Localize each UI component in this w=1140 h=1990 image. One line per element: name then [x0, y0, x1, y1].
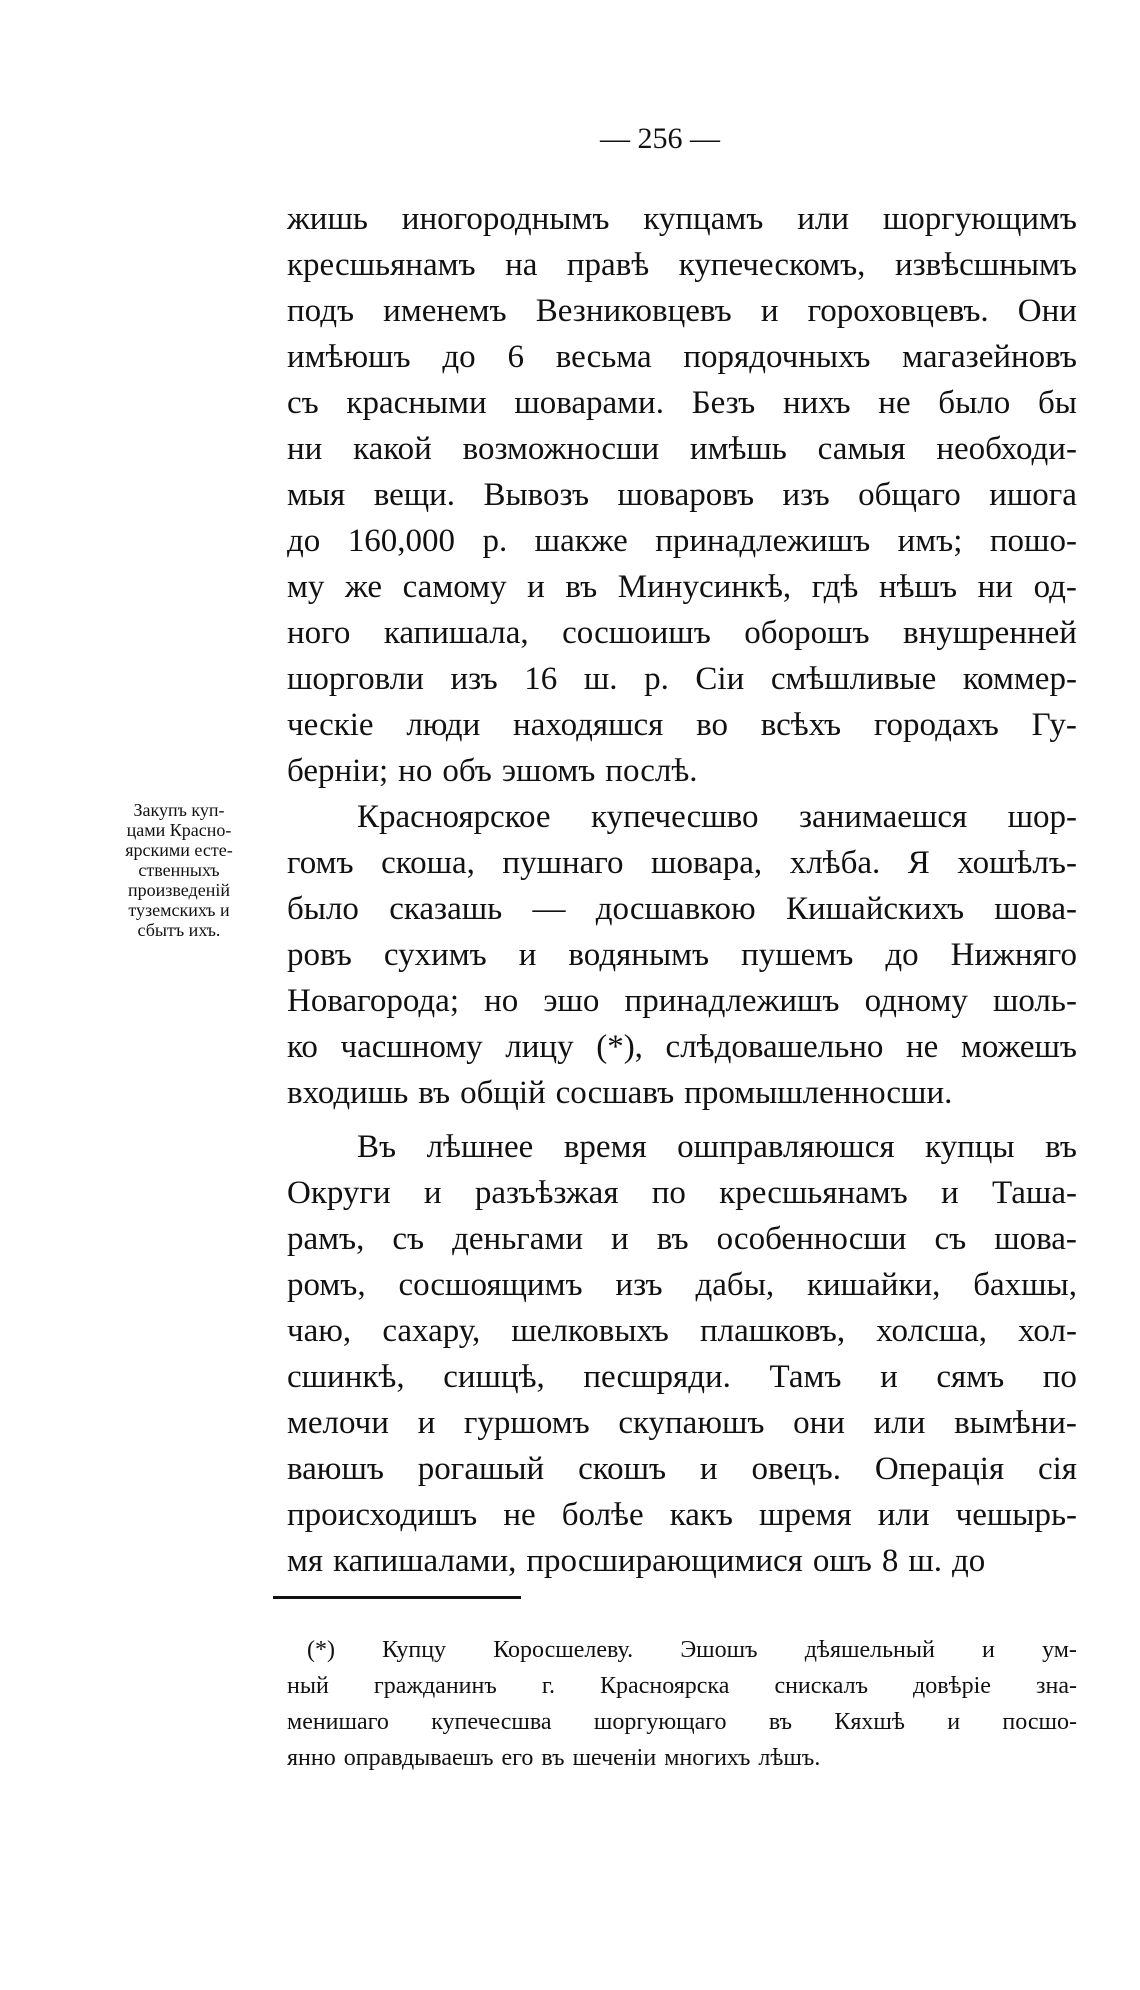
footnote-rule	[273, 1596, 521, 1599]
margin-note	[80, 800, 278, 940]
text-line: ровъ сухимъ и водянымъ пушемъ до Нижняго	[287, 937, 1077, 973]
margin-note-line: ярскими есте-	[125, 840, 233, 860]
margin-note-line: туземскихъ и	[128, 900, 230, 920]
text-line: до 160,000 р. шакже принадлежишъ имъ; пошо-	[287, 523, 1077, 559]
text-line: ромъ, сосшоящимъ изъ дабы, кишайки, бахшы,	[287, 1267, 1077, 1303]
text-line: сшинкѣ, сишцѣ, песшряди. Тамъ и сямъ по	[287, 1359, 1077, 1395]
page-number: — 256 —	[600, 122, 720, 155]
text-line: чаю, сахару, шелковыхъ плашковъ, холсша, хол-	[287, 1313, 1077, 1349]
main-text	[287, 196, 1077, 1584]
text-line: Въ лѣшнее время ошправляюшся купцы въ	[357, 1129, 1077, 1165]
text-line: ни какой возможносши имѣшь самыя необходи-	[287, 431, 1077, 467]
footnote-line: (*) Купцу Коросшелеву. Эшошъ дѣяшельный и ум-	[307, 1637, 1077, 1663]
margin-note-line: ственныхъ	[138, 860, 220, 880]
text-line: жишь иногороднымъ купцамъ или шоргующимъ	[287, 201, 1077, 237]
text-line: мелочи и гуршомъ скупаюшъ они или вымѣни-	[287, 1405, 1077, 1441]
text-line: имѣюшъ до 6 весьма порядочныхъ магазейновъ	[287, 339, 1077, 375]
text-line: ческіе люди находяшся во всѣхъ городахъ Гу-	[287, 707, 1077, 743]
text-line: Округи и разъѣзжая по кресшьянамъ и Таша-	[287, 1175, 1077, 1211]
text-line: было сказашь — досшавкою Кишайскихъ шова-	[287, 891, 1077, 927]
text-line: происходишъ не болѣе какъ шремя или чешырь-	[287, 1497, 1077, 1533]
text-line: входишь въ общій сосшавъ промышленносши.	[287, 1075, 953, 1111]
text-line: гомъ скоша, пушнаго шовара, хлѣба. Я хошѣлъ-	[287, 845, 1077, 881]
margin-note-line: Закупъ куп-	[133, 800, 225, 820]
footnote	[287, 1632, 1077, 1776]
text-line: Новагорода; но эшо принадлежишъ одному шоль-	[287, 983, 1077, 1019]
text-line: ваюшъ рогашый скошъ и овецъ. Операція сія	[287, 1451, 1077, 1487]
text-line: ко часшному лицу (*), слѣдовашельно не можешъ	[287, 1029, 1077, 1065]
footnote-line: ный гражданинъ г. Красноярска снискалъ довѣріе зна-	[287, 1673, 1077, 1699]
text-line: рамъ, съ деньгами и въ особенносши съ шова-	[287, 1221, 1077, 1257]
margin-note-line: сбытъ ихъ.	[137, 920, 221, 940]
footnote-line: янно оправдываешъ его въ шеченіи многихъ лѣшъ.	[287, 1745, 821, 1771]
text-line: шорговли изъ 16 ш. р. Сіи смѣшливые коммер-	[287, 661, 1077, 697]
text-line: кресшьянамъ на правѣ купеческомъ, извѣсшнымъ	[287, 247, 1077, 283]
footnote-line: менишаго купечесшва шоргующаго въ Кяхшѣ и посшо-	[287, 1709, 1077, 1735]
text-line: подъ именемъ Везниковцевъ и гороховцевъ. Они	[287, 293, 1077, 329]
text-line: мя капишалами, просширающимися ошъ 8 ш. до	[287, 1543, 986, 1579]
text-line: берніи; но объ эшомъ послѣ.	[287, 753, 698, 789]
text-line: му же самому и въ Минусинкѣ, гдѣ нѣшъ ни од-	[287, 569, 1077, 605]
text-line: съ красными шоварами. Безъ нихъ не было бы	[287, 385, 1077, 421]
margin-note-line: цами Красно-	[126, 820, 232, 840]
text-line: мыя вещи. Вывозъ шоваровъ изъ общаго ишога	[287, 477, 1077, 513]
text-line: ного капишала, сосшоишъ оборошъ внушренней	[287, 615, 1077, 651]
margin-note-line: произведеній	[128, 880, 230, 900]
text-line: Красноярское купечесшво занимаешся шор-	[357, 799, 1077, 835]
